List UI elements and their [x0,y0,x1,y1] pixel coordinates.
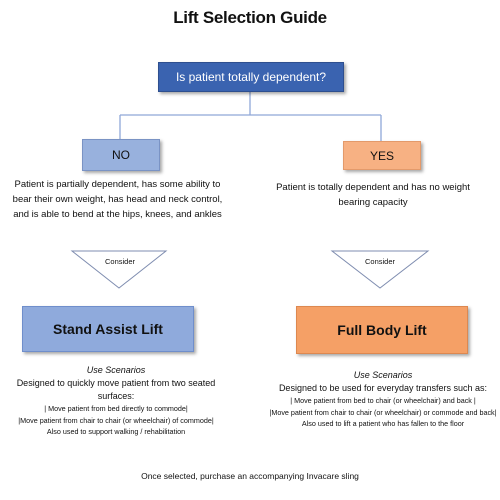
no-consider-label: Consider [104,257,135,266]
full-use-heading: Use Scenarios [353,370,413,380]
full-use-item: | Move patient from bed to chair (or wheelchair) and back | [290,396,476,405]
stand-use-item: Also used to support walking / rehabilitation [46,427,186,436]
full-use-item: |Move patient from chair to chair (or wheelchair) or commode and back| [269,407,497,417]
full-use-main: Designed to be used for everyday transfers such as: [278,383,488,393]
stand-assist-lift-box: Stand Assist Lift [22,306,194,352]
no-answer-box: NO [82,139,160,171]
full-use-item: Also used to lift a patient who has fallen to the floor [301,419,465,428]
stand-use-item: |Move patient from chair to chair (or wheelchair) of commode| [18,415,214,425]
footer-note: Once selected, purchase an accompanying Invacare sling [141,471,359,481]
full-body-lift-box: Full Body Lift [296,306,468,354]
full-body-use-scenarios [266,369,500,430]
yes-answer-box: YES [343,141,421,170]
question-box: Is patient totally dependent? [158,62,344,92]
stand-use-item: | Move patient from bed directly to commode| [44,404,188,413]
page-title: Lift Selection Guide [173,8,327,27]
yes-consider-label: Consider [364,257,395,266]
stand-use-main: Designed to quickly move patient from two seated surfaces: [16,378,216,401]
stand-assist-use-scenarios [0,364,232,438]
stand-use-heading: Use Scenarios [86,365,146,375]
no-description: Patient is partially dependent, has some ability to bear their own weight, has head and neck control, and is able to bend at the hips, knees, and ankles [12,179,223,220]
yes-description: Patient is totally dependent and has no weight bearing capacity [276,182,470,208]
